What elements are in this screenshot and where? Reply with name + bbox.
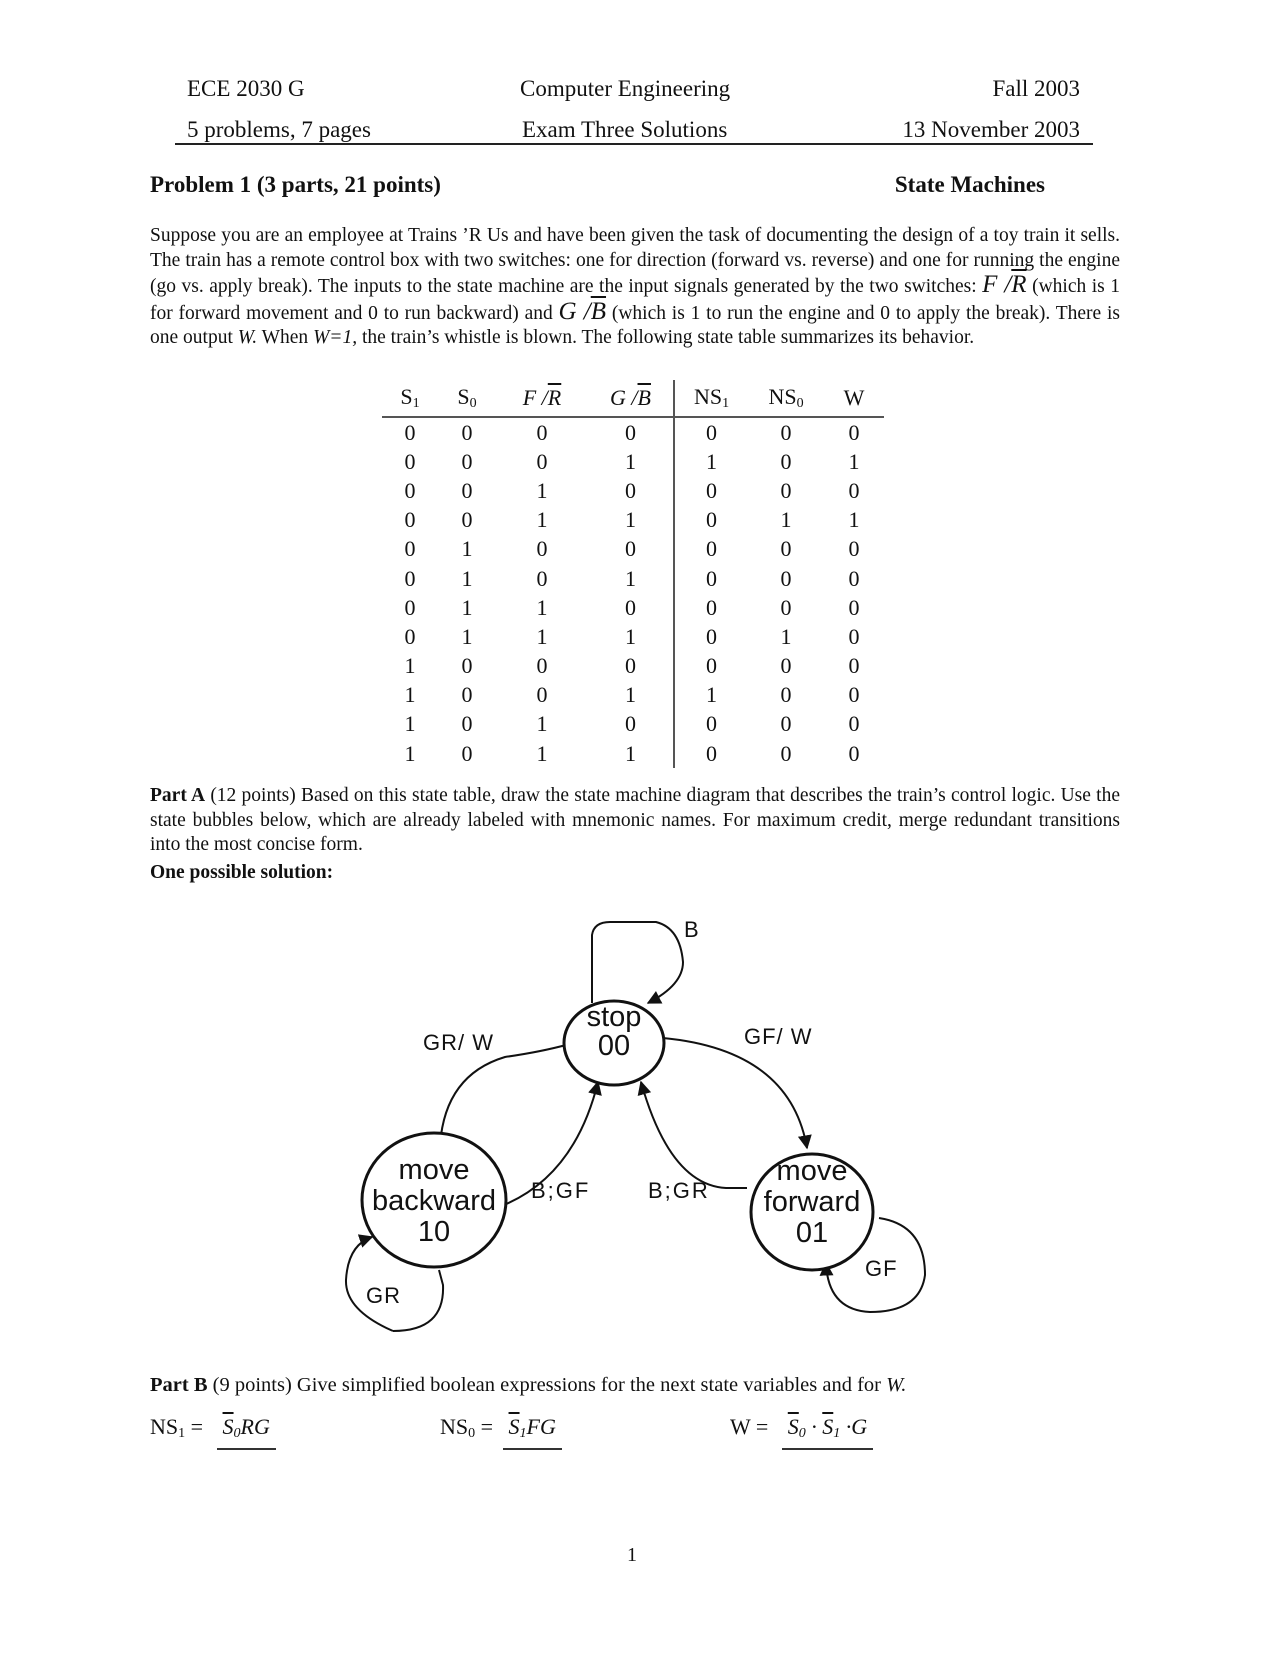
table-cell: 0: [780, 419, 792, 445]
table-cell: 0: [706, 623, 717, 649]
table-cell: 1: [780, 507, 792, 533]
table-cell: 1: [461, 536, 473, 562]
transition-forward-to-stop: [641, 1082, 747, 1188]
state-backward-name-2: backward: [371, 1185, 497, 1217]
state-forward-code: 01: [795, 1217, 829, 1249]
col-gb: G $/\overline{B}$: [588, 380, 674, 417]
table-cell: 0: [706, 740, 717, 766]
table-cell: 1: [461, 623, 473, 649]
table-cell: 1: [588, 739, 674, 768]
table-cell: 0: [848, 653, 860, 679]
transition-stop-self: [592, 922, 683, 1003]
table-cell: 1: [588, 564, 674, 593]
table-cell: 0: [706, 419, 717, 445]
page-number: 1: [627, 1544, 637, 1566]
table-cell: 0: [780, 536, 792, 562]
table-cell: 1: [588, 681, 674, 710]
department: Computer Engineering: [520, 76, 731, 101]
table-cell: 0: [461, 682, 473, 708]
table-cell: 0: [461, 448, 473, 474]
gb-signal: G $/\overline{B}$: [558, 297, 607, 325]
table-cell: 0: [848, 594, 860, 620]
table-cell: 1: [404, 653, 416, 679]
table-cell: 0: [461, 711, 473, 737]
table-cell: 0: [780, 653, 792, 679]
table-cell: 1: [536, 594, 548, 620]
part-a-label: Part A: [150, 785, 206, 806]
table-cell: 0: [780, 448, 792, 474]
solution-label: One possible solution:: [150, 862, 334, 883]
part-a-text: (12 points) Based on this state table, draw the state machine diagram that describes the train’s control logic. Use the state bubbles below, which are already labeled with mnemonic names. For maximum credit, merge redundant transitions into the most concise form.: [150, 785, 1120, 855]
table-cell: 0: [848, 536, 860, 562]
table-cell: 0: [780, 682, 792, 708]
col-fr: F $/\overline{R}$: [496, 380, 588, 417]
state-stop-code: 00: [597, 1030, 631, 1062]
label-stop-self: B: [684, 917, 699, 942]
problem-count: 5 problems, 7 pages: [187, 117, 371, 142]
part-b-w: W.: [886, 1374, 907, 1396]
state-stop-name: stop: [586, 1001, 642, 1033]
table-cell: 0: [588, 417, 674, 447]
table-cell: 0: [848, 419, 860, 445]
table-cell: 0: [404, 565, 416, 591]
table-cell: 1: [536, 477, 548, 503]
problem-title: Problem 1 (3 parts, 21 points): [150, 172, 441, 197]
table-cell: 1: [706, 682, 717, 708]
transition-stop-to-backward: [440, 1045, 566, 1145]
table-cell: 0: [536, 536, 548, 562]
table-cell: 0: [706, 594, 717, 620]
table-cell: 0: [404, 419, 416, 445]
col-w: W: [824, 380, 884, 417]
table-cell: 1: [848, 448, 860, 474]
table-cell: 0: [404, 536, 416, 562]
table-cell: 1: [536, 507, 548, 533]
output-w: W.: [237, 327, 258, 348]
w-equals-1: W=1,: [313, 327, 358, 348]
table-cell: 0: [404, 448, 416, 474]
w-equation: $W = \overline{S}_0 \cdot \overline{S}_1 \cdot G$: [730, 1414, 873, 1450]
state-forward-name-2: forward: [763, 1186, 861, 1218]
table-cell: 1: [536, 740, 548, 766]
label-stop-to-backward: GR/ W: [423, 1030, 494, 1055]
label-backward-to-stop: B;GF: [531, 1178, 591, 1203]
ns1-equation: $NS_1 = \overline{S}_0RG$: [150, 1414, 276, 1450]
col-s0: $S_0$: [438, 380, 496, 417]
table-cell: 0: [780, 740, 792, 766]
intro-text-5: the train’s whistle is blown. The following state table summarizes its behavior.: [361, 327, 975, 348]
col-s1: $S_1$: [382, 380, 438, 417]
table-cell: 0: [588, 476, 674, 505]
exam-title: Exam Three Solutions: [522, 117, 728, 142]
label-forward-self: GF: [865, 1256, 898, 1281]
table-cell: 0: [780, 565, 792, 591]
part-b-label: Part B: [150, 1374, 208, 1396]
course-code: ECE 2030 G: [187, 76, 305, 101]
table-cell: 1: [848, 507, 860, 533]
table-cell: 1: [404, 682, 416, 708]
table-cell: 0: [848, 477, 860, 503]
part-b: [150, 1373, 1120, 1398]
table-cell: 0: [588, 593, 674, 622]
table-cell: 0: [780, 711, 792, 737]
table-cell: 0: [536, 448, 548, 474]
state-backward-label: [360, 1155, 508, 1248]
table-cell: 1: [588, 506, 674, 535]
ns0-answer: $\overline{S}_1FG$: [503, 1414, 562, 1450]
table-cell: 0: [588, 652, 674, 681]
intro-text-3: (which is 1 to run the engine and 0 to apply the break). There is one output: [150, 302, 1121, 348]
table-cell: 0: [404, 623, 416, 649]
ns0-equation: $NS_0 = \overline{S}_1FG$: [440, 1414, 562, 1450]
table-cell: 1: [588, 622, 674, 651]
state-forward-name-1: move: [776, 1155, 848, 1187]
table-cell: 0: [536, 682, 548, 708]
table-cell: 0: [461, 419, 473, 445]
table-cell: 0: [461, 507, 473, 533]
exam-date: 13 November 2003: [902, 117, 1080, 142]
intro-text-4: When: [261, 327, 309, 348]
table-cell: 0: [706, 536, 717, 562]
col-ns1: $NS_1$: [674, 380, 748, 417]
table-cell: 0: [461, 653, 473, 679]
table-cell: 0: [706, 565, 717, 591]
state-stop-label: [564, 1003, 664, 1061]
table-cell: 1: [461, 565, 473, 591]
label-backward-self: GR: [366, 1283, 401, 1308]
table-cell: 1: [461, 594, 473, 620]
table-cell: 0: [588, 535, 674, 564]
table-cell: 0: [706, 711, 717, 737]
state-forward-label: [750, 1156, 874, 1249]
table-cell: 0: [536, 653, 548, 679]
table-cell: 0: [404, 594, 416, 620]
table-cell: 0: [461, 477, 473, 503]
table-cell: 1: [404, 711, 416, 737]
label-forward-to-stop: B;GR: [648, 1178, 710, 1203]
state-backward-code: 10: [417, 1216, 451, 1248]
intro-text-2: (which is 1 for forward movement and 0 to run backward) and: [150, 276, 1121, 324]
table-cell: 0: [848, 740, 860, 766]
table-cell: 0: [848, 623, 860, 649]
table-cell: 0: [404, 507, 416, 533]
label-stop-to-forward: GF/ W: [744, 1024, 813, 1049]
table-cell: 1: [404, 740, 416, 766]
state-backward-name-1: move: [398, 1154, 470, 1186]
col-ns0: $NS_0$: [748, 380, 824, 417]
table-cell: 1: [536, 711, 548, 737]
table-cell: 1: [588, 447, 674, 476]
fr-signal: F $/\overline{R}$: [982, 271, 1027, 298]
table-cell: 0: [848, 682, 860, 708]
table-cell: 0: [780, 477, 792, 503]
table-cell: 0: [780, 594, 792, 620]
intro-text-1: Suppose you are an employee at Trains ’R Us and have been given the task of documenting the design of a toy train it sells. The train has a remote control box with two switches: one for direction (forward vs. reverse) and one for running the engine (go vs. apply break). The inputs to the state machine are the input signals generated by the two switches:: [150, 225, 1120, 297]
table-cell: 0: [536, 565, 548, 591]
table-cell: 0: [536, 419, 548, 445]
table-cell: 0: [848, 711, 860, 737]
table-cell: 0: [848, 565, 860, 591]
table-cell: 0: [706, 507, 717, 533]
part-b-text: (9 points) Give simplified boolean expressions for the next state variables and for: [212, 1374, 881, 1396]
table-cell: 0: [461, 740, 473, 766]
table-cell: 1: [706, 448, 717, 474]
table-cell: 1: [780, 623, 792, 649]
table-cell: 0: [706, 477, 717, 503]
table-cell: 0: [404, 477, 416, 503]
table-cell: 0: [588, 710, 674, 739]
term: Fall 2003: [992, 76, 1080, 101]
w-answer: $\overline{S}_0 \cdot \overline{S}_1 \cdot G$: [782, 1414, 873, 1450]
transition-stop-to-forward: [663, 1038, 807, 1148]
table-cell: 0: [706, 653, 717, 679]
ns1-answer: $\overline{S}_0RG$: [217, 1414, 276, 1450]
problem-topic: State Machines: [894, 172, 1045, 197]
table-cell: 1: [536, 623, 548, 649]
